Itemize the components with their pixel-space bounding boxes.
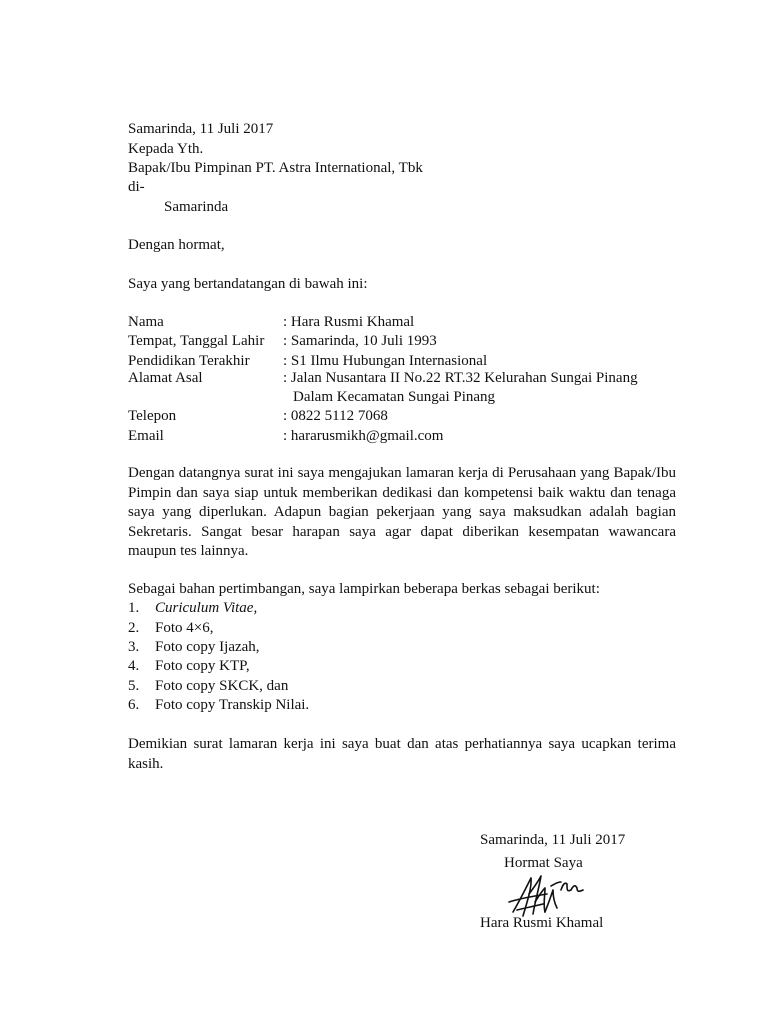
- header-recipient: Bapak/Ibu Pimpinan PT. Astra International, Tbk: [128, 160, 423, 176]
- phone-value: : 0822 5112 7068: [283, 408, 388, 424]
- education-label: Pendidikan Terakhir: [128, 353, 250, 369]
- list-number: 5.: [128, 678, 140, 694]
- list-text: Foto 4×6,: [155, 620, 214, 636]
- header-to: Kepada Yth.: [128, 141, 204, 157]
- identity-row-phone: [128, 407, 388, 426]
- address-value: : Jalan Nusantara II No.22 RT.32 Kelurahan Sungai Pinang: [283, 370, 638, 386]
- greeting: Dengan hormat,: [128, 237, 225, 253]
- list-number: 4.: [128, 658, 140, 674]
- identity-row-address: [128, 369, 638, 388]
- identity-row-birth: [128, 332, 437, 351]
- education-value: : S1 Ilmu Hubungan Internasional: [283, 353, 488, 369]
- list-text: Foto copy Transkip Nilai.: [155, 697, 310, 713]
- attachments-intro: Sebagai bahan pertimbangan, saya lampirkan beberapa berkas sebagai berikut:: [128, 581, 600, 597]
- list-number: 3.: [128, 639, 140, 655]
- list-item: [128, 619, 213, 638]
- name-label: Nama: [128, 314, 164, 330]
- name-value: : Hara Rusmi Khamal: [283, 314, 415, 330]
- list-text: Foto copy KTP,: [155, 658, 250, 674]
- identity-row-name: [128, 313, 414, 332]
- list-item: [128, 657, 250, 676]
- signature-place-date: Samarinda, 11 Juli 2017: [480, 832, 626, 848]
- email-value: : hararusmikh@gmail.com: [283, 428, 444, 444]
- closing-paragraph: Demikian surat lamaran kerja ini saya buat dan atas perhatiannya saya ucapkan terima kasih.: [128, 736, 676, 772]
- body-paragraph: Dengan datangnya surat ini saya mengajukan lamaran kerja di Perusahaan yang Bapak/Ibu Pimpin dan saya siap untuk memberikan dedikasi dan kompetensi baik waktu dan tenaga saya yang diperlukan. Adapun bagian pekerjaan yang saya maksudkan adalah bagian Sekretaris. Sangat besar harapan saya agar dapat diberikan kesempatan wawancara maupun tes lainnya.: [128, 465, 676, 559]
- signature-name: Hara Rusmi Khamal: [480, 915, 604, 931]
- list-text: Foto copy Ijazah,: [155, 639, 260, 655]
- phone-label: Telepon: [128, 408, 177, 424]
- list-number: 1.: [128, 600, 140, 616]
- header-place-date: Samarinda, 11 Juli 2017: [128, 121, 274, 137]
- email-label: Email: [128, 428, 164, 444]
- address-value-line2: Dalam Kecamatan Sungai Pinang: [293, 389, 496, 405]
- birth-value: : Samarinda, 10 Juli 1993: [283, 333, 437, 349]
- list-item: [128, 677, 288, 696]
- list-number: 2.: [128, 620, 140, 636]
- list-item: [128, 696, 309, 715]
- signature-regards: Hormat Saya: [504, 855, 583, 871]
- header-city: Samarinda: [164, 199, 229, 215]
- address-label: Alamat Asal: [128, 370, 203, 386]
- intro-line: Saya yang bertandatangan di bawah ini:: [128, 276, 368, 292]
- identity-row-email: [128, 427, 443, 446]
- list-item: [128, 599, 257, 618]
- list-number: 6.: [128, 697, 140, 713]
- list-text: Curiculum Vitae: [155, 600, 254, 616]
- list-suffix: ,: [253, 600, 258, 616]
- list-item: [128, 638, 260, 657]
- header-di: di-: [128, 179, 145, 195]
- birth-label: Tempat, Tanggal Lahir: [128, 333, 265, 349]
- list-text: Foto copy SKCK, dan: [155, 678, 289, 694]
